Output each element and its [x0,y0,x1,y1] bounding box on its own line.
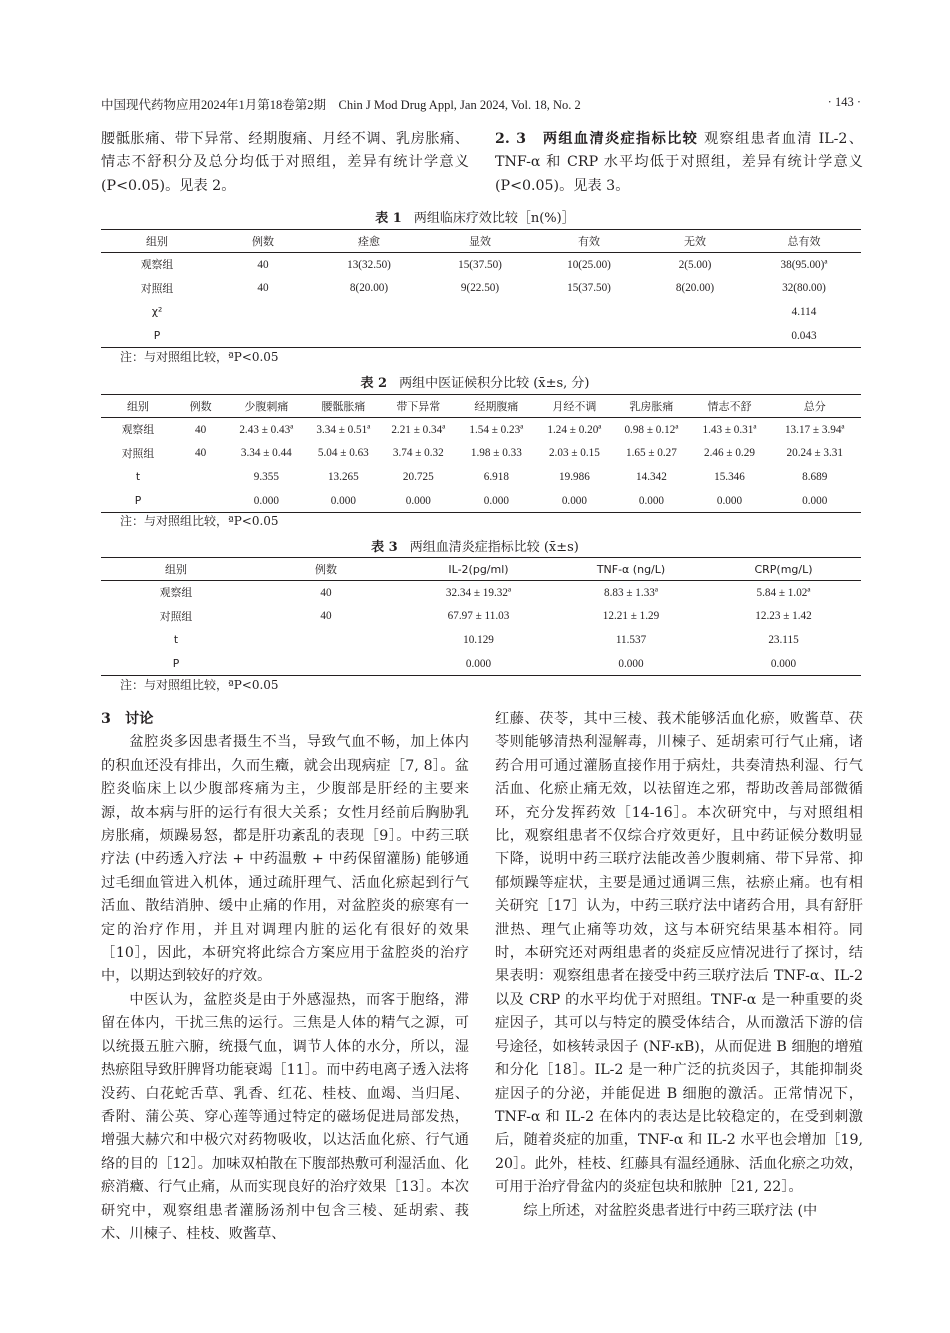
table-cell: 5.04 ± 0.63 [317,447,369,460]
discussion-paragraph-2: 中医认为，盆腔炎是由于外感湿热，而客于胞络，滞留在体内，干扰三焦的运行。三焦是人体的精气之源，可以统摄五脏六腑，统摄气血，调节人体的水分，所以，湿热瘀阻导致肝脾肾功能衰竭［11］。而中药电离子透入法将没药、白花蛇舌草、乳香、红花、桂枝、血竭、当归尾、香附、蒲公英、穿心莲等通过特定的磁场促进局部发热，增强大赫穴和中极穴对药物吸收，以达活血化瘀、行气通络的目的［12］。加味双柏散在下腹部热敷可利湿活血、化瘀消癥、行气止痛，从而实现良好的治疗效果［13］。本次研究中，观察组患者灌肠汤剂中包含三棱、延胡索、莪术、川楝子、桂枝、败酱草、 [101,991,469,1242]
table-cell: 4.114 [791,305,817,318]
table1-title: 两组临床疗效比较［n(%)］ [413,211,575,226]
table3-note: 注：与对照组比较，ªP<0.05 [120,678,279,692]
table-cell [535,324,643,348]
table-cell: P [101,652,251,676]
table1-header-cell: 例数 [213,230,313,253]
table-cell: 0.000 [769,489,862,513]
table-cell: 3.34 ± 0.51ª [316,423,371,436]
table-cell: 10(25.00) [567,258,611,271]
page-number: · 143 · [827,95,861,109]
table-row [101,581,861,605]
top-left-paragraph [101,128,469,198]
table-cell: 9.355 [253,470,279,483]
table1-header-cell: 显效 [425,230,535,253]
table3 [101,557,861,676]
table-cell: χ² [151,305,163,319]
table3-header-cell: 组别 [101,558,251,581]
running-header [101,95,861,113]
journal-info: 中国现代药物应用2024年1月第18卷第2期 Chin J Mod Drug Appl, Jan 2024, Vol. 18, No. 2 [101,98,581,112]
table-cell: t [135,470,141,484]
table-cell [213,300,313,324]
table-cell: 1.24 ± 0.20ª [547,423,602,436]
table-cell: 1.43 ± 0.31ª [702,423,757,436]
table2-header-cell: 月经不调 [536,395,612,418]
table-cell [313,300,425,324]
table-cell: 2.21 ± 0.34ª [391,423,446,436]
table2-header-row [101,395,861,418]
table3-header-cell: CRP(mg/L) [706,558,861,581]
table3-label: 表 3 [371,540,398,555]
table1-header-row [101,230,861,253]
table-cell: 0.98 ± 0.12ª [624,423,679,436]
table3-header-cell: IL-2(pg/ml) [401,558,556,581]
table-cell: 12.23 ± 1.42 [755,610,812,623]
table-cell: 19.986 [559,470,590,483]
table-cell: 20.24 ± 3.31 [786,447,843,460]
table-cell: 40 [320,610,332,623]
table-cell: 对照组 [159,609,193,623]
table-cell: 40 [257,282,269,295]
discussion-right-column [495,708,863,1223]
table-cell: 0.043 [747,324,861,348]
table-cell: 9(22.50) [460,282,500,295]
table2-note: 注：与对照组比较，ªP<0.05 [120,514,279,528]
table-cell: 13.17 ± 3.94ª [784,423,845,436]
table1-header-cell: 痊愈 [313,230,425,253]
table-cell: 15.346 [714,470,745,483]
table-cell: 13(32.50) [347,258,391,271]
table-cell: 67.97 ± 11.03 [447,610,510,623]
table2-header-cell: 少腹刺痛 [226,395,306,418]
table-row [101,277,861,301]
table1-header-cell: 总有效 [747,230,861,253]
discussion-paragraph-1: 盆腔炎多因患者摄生不当，导致气血不畅，加上体内的积血还没有排出，久而生癥，就会出现病症［7, 8］。盆腔炎临床上以少腹部疼痛为主，少腹部是肝经的主要来源，故本病与肝的运行有很大关系；女性月经前后胸胁乳房胀痛，烦躁易怒，都是肝功紊乱的表现［9］。中药三联疗法 (中药透入疗法 + 中药温敷 + 中药保留灌肠) 能够通过毛细血管进入机体，通过疏肝理气、活血化瘀起到行气活血、散结消肿、缓中止痛的作用，对盆腔炎的瘀寒有一定的治疗作用，并且对调理内脏的运化有很好的效果［10］，因此，本研究将此综合方案应用于盆腔炎的治疗中，以期达到较好的疗效。 [101,734,469,985]
table-cell: 40 [320,586,332,599]
table-cell: 0.000 [401,652,556,676]
table1-header-cell: 组别 [101,230,213,253]
table-cell: 12.21 ± 1.29 [602,610,660,623]
table-cell: 6.918 [483,470,509,483]
table-cell: P [101,324,213,348]
table-cell [251,628,401,652]
table-cell: 40 [257,258,269,271]
discussion-heading: 3 讨论 [101,711,154,727]
table-cell: 8(20.00) [349,282,389,295]
table-cell: 8.83 ± 1.33ª [604,586,658,599]
table-row [101,628,861,652]
table-cell: 0.000 [556,652,706,676]
table-cell: 0.000 [380,489,456,513]
table-cell [535,300,643,324]
table-cell: 20.725 [402,470,434,483]
table-row [101,465,861,489]
table-cell: 0.000 [306,489,380,513]
table-cell: 0.000 [536,489,612,513]
table2-header-cell: 组别 [101,395,175,418]
table2-header-cell: 总分 [769,395,862,418]
table2-header-cell: 带下异常 [380,395,456,418]
table-cell: 38(95.00)ª [780,258,828,271]
table-cell [251,652,401,676]
table-row [101,605,861,629]
table-cell: 1.98 ± 0.33 [470,447,522,460]
table-cell [425,300,535,324]
table-cell: 23.115 [768,633,799,646]
table1-header-cell: 有效 [535,230,643,253]
table-cell: 8(20.00) [675,282,715,295]
table3-caption [0,536,950,555]
table-cell: 0.000 [226,489,306,513]
table-cell: 11.537 [615,633,647,646]
table-cell: 0.000 [690,489,768,513]
table-row [101,324,861,348]
table1 [101,229,861,348]
table-cell: 2(5.00) [678,258,712,271]
table3-title: 两组血清炎症指标比较 (x̄±s) [409,540,579,555]
table-row [101,300,861,324]
table1-label: 表 1 [375,211,402,226]
discussion-paragraph-4: 综上所述，对盆腔炎患者进行中药三联疗法 (中 [523,1202,818,1219]
table3-header-cell: 例数 [251,558,401,581]
table-cell: 0.000 [612,489,690,513]
table-cell: 对照组 [140,281,174,295]
table2-header-cell: 例数 [175,395,226,418]
table-cell: 14.342 [636,470,667,483]
table-cell: 32(80.00) [782,282,826,295]
table-cell: 0.000 [706,652,861,676]
table-cell: 15(37.50) [458,258,502,271]
table-cell [175,465,226,489]
table-cell [425,324,535,348]
table-cell: 13.265 [327,470,359,483]
table-cell: 3.74 ± 0.32 [392,447,444,460]
table-cell: 40 [195,447,207,460]
table-cell: 1.65 ± 0.27 [625,447,677,460]
table2-header-cell: 情志不舒 [690,395,768,418]
table-cell: 10.129 [463,633,494,646]
table-cell: 2.03 ± 0.15 [548,447,600,460]
table-row [101,418,861,442]
table2-title: 两组中医证候积分比较 (x̄±s, 分) [399,376,590,391]
table3-header-row [101,558,861,581]
table-cell: 2.46 ± 0.29 [704,447,755,460]
section-heading-2-3: 2. 3 两组血清炎症指标比较 [495,131,699,147]
table2-header-cell: 经期腹痛 [456,395,536,418]
table2-label: 表 2 [360,376,388,391]
table-cell [643,300,747,324]
table1-note: 注：与对照组比较，ªP<0.05 [120,350,279,364]
table-cell [213,324,313,348]
table-cell: 5.84 ± 1.02ª [756,586,811,599]
table-row [101,253,861,277]
table-cell [175,489,226,513]
table-cell: t [173,633,179,647]
table-cell: 40 [195,423,207,436]
table-cell [313,324,425,348]
table-row [101,489,861,513]
table3-header-cell: TNF-α (ng/L) [556,558,706,581]
table-cell: 0.000 [456,489,536,513]
table-cell: 2.43 ± 0.43ª [239,423,294,436]
table-cell: 观察组 [140,258,174,272]
table-row [101,652,861,676]
table-cell: 对照组 [121,446,155,460]
table1-header-cell: 无效 [643,230,747,253]
table-cell [643,324,747,348]
table-row [101,442,861,466]
table-cell: 观察组 [121,423,155,437]
table2 [101,394,861,513]
discussion-left-column [101,708,469,1246]
table-cell: 观察组 [159,586,193,600]
table2-header-cell: 乳房胀痛 [612,395,690,418]
table-cell: 3.34 ± 0.44 [240,447,292,460]
table1-caption [0,207,950,226]
table-cell: P [101,489,175,513]
results-text-2-2: 腰骶胀痛、带下异常、经期腹痛、月经不调、乳房胀痛、情志不舒积分及总分均低于对照组，差异有统计学意义 (P<0.05)。见表 2。 [101,131,469,194]
table2-caption [0,372,950,391]
discussion-paragraph-3: 红藤、茯苓，其中三棱、莪术能够活血化瘀，败酱草、茯苓则能够清热利湿解毒，川楝子、延胡索可行气止痛，诸药合用可通过灌肠直接作用于病灶，共奏清热利湿、行气活血、化瘀止痛无效，以祛留连之邪，帮助改善局部微循环，充分发挥药效［14-16］。本次研究中，与对照组相比，观察组患者不仅综合疗效更好，且中药证候分数明显下降，说明中药三联疗法能改善少腹刺痛、带下异常、抑郁烦躁等症状，主要是通过通调三焦，祛瘀止痛。也有相关研究［17］认为，中药三联疗法中诸药合用，具有舒肝泄热、理气止痛等功效，这与本研究结果基本相符。同时，本研究还对两组患者的炎症反应情况进行了探讨，结果表明：观察组患者在接受中药三联疗法后 TNF-α、IL-2 以及 CRP 的水平均优于对照组。TNF-α 是一种重要的炎症因子，其可以与特定的膜受体结合，从而激活下游的信号途径，如核转录因子 (NF-κB)，从而促进 B 细胞的增殖和分化［18］。IL-2 是一种广泛的抗炎因子，其能抑制炎症因子的分泌，并能促进 B 细胞的激活。正常情况下，TNF-α 和 IL-2 在体内的表达是比较稳定的，在受到刺激后，随着炎症的加重，TNF-α 和 IL-2 水平也会增加［19, 20］。此外，桂枝、红藤具有温经通脉、活血化瘀之功效，可用于治疗骨盆内的炎症包块和脓肿［21, 22］。 [495,711,863,1196]
top-right-paragraph [495,128,863,198]
results-text-2-3: 观察组患者血清 IL-2、TNF-α 和 CRP 水平均低于对照组，差异有统计学意义 (P<0.05)。见表 3。 [495,131,863,194]
table-cell: 32.34 ± 19.32ª [445,586,512,599]
table2-header-cell: 腰骶胀痛 [306,395,380,418]
table-cell: 8.689 [802,470,828,483]
table-cell: 1.54 ± 0.23ª [469,423,524,436]
table-cell: 15(37.50) [567,282,611,295]
